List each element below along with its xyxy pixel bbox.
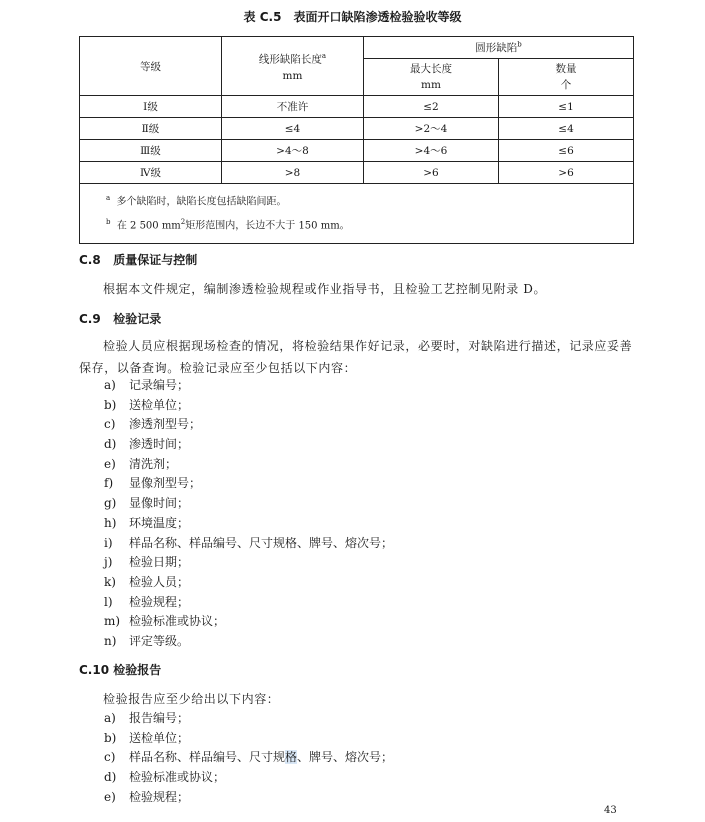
list-item: j) 检验日期；	[104, 555, 190, 570]
acceptance-grade-table	[79, 36, 634, 244]
header-round-defect: 圆形缺陷$^b$	[364, 37, 634, 59]
section-c8-text: 根据本文件规定，编制渗透检验规程或作业指导书，且检验工艺控制见附录 D。	[103, 282, 547, 296]
text-highlight: 格	[285, 750, 298, 765]
table-note-a: $^a$ 多个缺陷时，缺陷长度包括缺陷间距。	[106, 194, 287, 208]
list-item: e) 检验规程；	[104, 789, 190, 804]
list-item: l) 检验规程；	[104, 594, 190, 609]
table-row	[80, 162, 634, 184]
header-count: 数量 个	[499, 59, 634, 96]
list-item: a) 记录编号；	[104, 378, 190, 392]
page-number: 43	[604, 805, 617, 816]
list-item: e) 清洗剂；	[104, 456, 178, 471]
section-heading-c9: C.9 检验记录	[79, 312, 162, 326]
list-item: f) 显像剂型号；	[104, 476, 202, 491]
cell-max-length: ≤2	[364, 96, 499, 118]
list-item: d) 检验标准或协议；	[104, 770, 226, 785]
header-grade: 等级	[80, 37, 222, 96]
cell-linear: >8	[222, 162, 364, 184]
cell-max-length: >6	[364, 162, 499, 184]
table-note-b: $^b$ 在 2 500 $mm^2$矩形范围内，长边不大于 150 mm。	[106, 218, 350, 232]
list-item: m) 检验标准或协议；	[104, 614, 226, 629]
header-linear-defect: 线形缺陷长度$^a$ mm	[222, 37, 364, 96]
section-c10-intro: 检验报告应至少给出以下内容：	[103, 692, 280, 706]
section-heading-c10: C.10 检验报告	[79, 663, 162, 677]
table-notes	[80, 184, 634, 244]
table-row	[80, 96, 634, 118]
list-item: g) 显像时间；	[104, 496, 190, 511]
list-item: k) 检验人员；	[104, 574, 190, 589]
cell-grade: Ⅲ级	[80, 140, 222, 162]
cell-linear: >4～8	[222, 140, 364, 162]
table-row	[80, 118, 634, 140]
cell-max-length: >4～6	[364, 140, 499, 162]
list-item: c) 样品名称、样品编号、尺寸规格、牌号、熔次号；	[104, 750, 394, 765]
list-item: c) 渗透剂型号；	[104, 417, 202, 432]
list-item: b) 送检单位；	[104, 397, 190, 412]
section-c9-intro: 检验人员应根据现场检查的情况，将检验结果作好记录，必要时，对缺陷进行描述，记录应妥善保存，以备查询。检验记录应至少包括以下内容：	[79, 339, 633, 375]
list-item: h) 环境温度；	[104, 515, 190, 530]
section-heading-c8: C.8 质量保证与控制	[79, 253, 198, 267]
list-item: b) 送检单位；	[104, 730, 190, 745]
cell-grade: Ⅳ级	[80, 162, 222, 184]
cell-max-length: >2～4	[364, 118, 499, 140]
list-item: i) 样品名称、样品编号、尺寸规格、牌号、熔次号；	[104, 535, 394, 550]
cell-count: ≤4	[499, 118, 634, 140]
record-items-list	[104, 376, 393, 652]
cell-grade: Ⅰ级	[80, 96, 222, 118]
list-item: a) 报告编号；	[104, 711, 190, 725]
table-title: 表 C.5 表面开口缺陷渗透检验验收等级	[243, 10, 462, 24]
cell-count: >6	[499, 162, 634, 184]
header-max-length: 最大长度 mm	[364, 59, 499, 96]
list-item: n) 评定等级。	[104, 633, 190, 648]
cell-count: ≤6	[499, 140, 634, 162]
cell-linear: 不准许	[222, 96, 364, 118]
cell-linear: ≤4	[222, 118, 364, 140]
cell-count: ≤1	[499, 96, 634, 118]
table-row	[80, 140, 634, 162]
report-items-list	[104, 709, 393, 807]
list-item: d) 渗透时间；	[104, 437, 190, 452]
cell-grade: Ⅱ级	[80, 118, 222, 140]
